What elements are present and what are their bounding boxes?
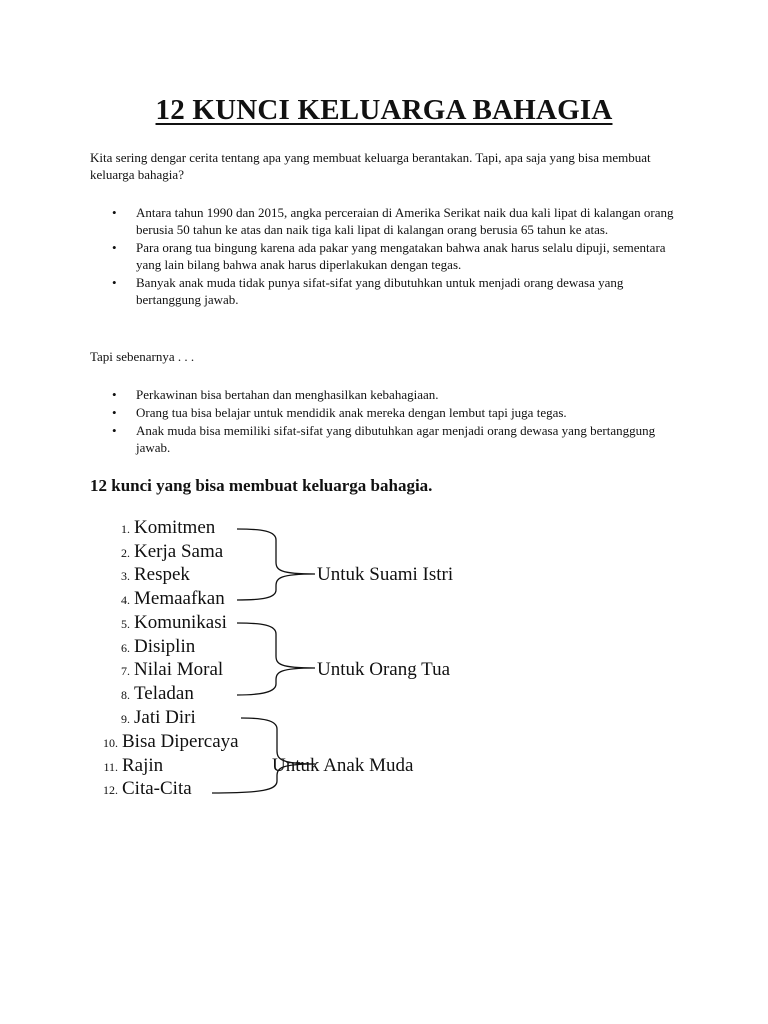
group-label-parents: Untuk Orang Tua	[317, 659, 451, 680]
key-number: 3.	[121, 569, 130, 583]
key-number: 1.	[121, 522, 130, 536]
list-item: • Banyak anak muda tidak punya sifat-sifat yang dibutuhkan untuk menjadi orang dewasa yang bertanggung jawab.	[90, 274, 690, 308]
key-label: Jati Diri	[134, 707, 196, 728]
list-item: • Antara tahun 1990 dan 2015, angka perceraian di Amerika Serikat naik dua kali lipat di kalangan orang berusia 50 tahun ke atas dan naik tiga kali lipat di kalangan orang berusia 65 tahun ke atas.	[90, 204, 690, 238]
brace-husband-wife	[237, 529, 315, 600]
key-label: Bisa Dipercaya	[122, 731, 239, 752]
key-number: 4.	[121, 593, 130, 607]
key-label: Disiplin	[134, 636, 196, 657]
brace-parents	[237, 623, 315, 695]
key-label: Teladan	[134, 683, 194, 704]
key-label: Nilai Moral	[134, 659, 224, 680]
key-number: 11.	[103, 760, 118, 774]
key-number: 9.	[121, 712, 130, 726]
key-label: Kerja Sama	[134, 541, 224, 562]
key-number: 8.	[121, 688, 130, 702]
page-title: 12 KUNCI KELUARGA BAHAGIA	[155, 94, 613, 126]
key-number: 7.	[121, 664, 130, 678]
group-label-husband-wife: Untuk Suami Istri	[317, 564, 454, 585]
list-item: • Para orang tua bingung karena ada pakar yang mengatakan bahwa anak harus selalu dipuji, sementara yang lain bilang bahwa anak harus diperlakukan dengan tegas.	[90, 239, 690, 273]
key-number: 10.	[103, 736, 118, 750]
key-number: 5.	[121, 617, 130, 631]
key-label: Memaafkan	[134, 588, 225, 609]
list-item: • Anak muda bisa memiliki sifat-sifat yang dibutuhkan agar menjadi orang dewasa yang bertanggung jawab.	[90, 422, 690, 456]
keys-heading: 12 kunci yang bisa membuat keluarga bahagia.	[90, 476, 433, 495]
intro-paragraph: Kita sering dengar cerita tentang apa yang membuat keluarga berantakan. Tapi, apa saja yang bisa membuat keluarga bahagia?	[90, 150, 651, 182]
group-label-youth: Untuk Anak Muda	[272, 755, 414, 776]
list-item: • Perkawinan bisa bertahan dan menghasilkan kebahagiaan.	[90, 386, 690, 403]
transition-text: Tapi sebenarnya . . .	[90, 349, 195, 364]
list-item: • Orang tua bisa belajar untuk mendidik anak mereka dengan lembut tapi juga tegas.	[90, 404, 690, 421]
key-number: 12.	[103, 783, 118, 797]
key-label: Cita-Cita	[122, 778, 192, 799]
key-number: 6.	[121, 641, 130, 655]
key-label: Respek	[134, 564, 190, 585]
key-label: Rajin	[122, 755, 164, 776]
key-label: Komitmen	[134, 517, 216, 538]
key-label: Komunikasi	[134, 612, 227, 633]
key-number: 2.	[121, 546, 130, 560]
